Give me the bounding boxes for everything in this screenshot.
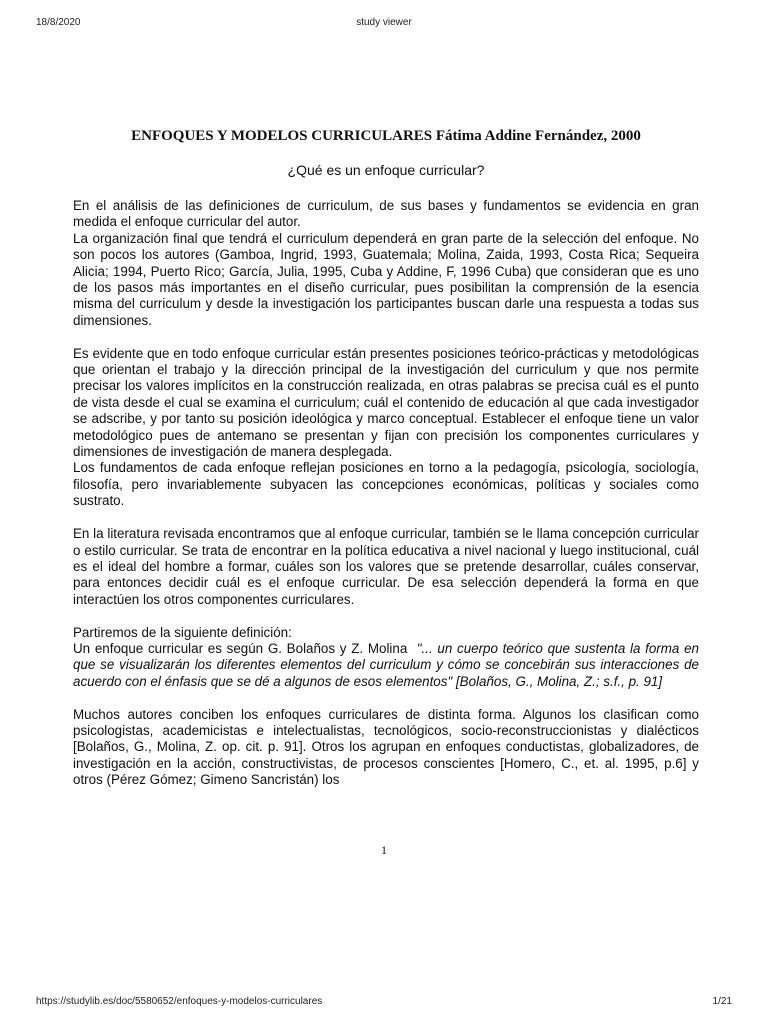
print-footer xyxy=(36,996,732,1010)
document-title: ENFOQUES Y MODELOS CURRICULARES Fátima Addine Fernández, 2000 xyxy=(131,128,641,144)
paragraph: En el análisis de las definiciones de curriculum, de sus bases y fundamentos se evidencia en gran medida el enfoque curricular del autor. xyxy=(73,198,699,230)
paragraph-gap xyxy=(73,329,699,345)
paragraph: Los fundamentos de cada enfoque reflejan posiciones en torno a la pedagogía, psicología, sociología, filosofía, pero invariablemente subyacen las concepciones económicas, políticas y sociales como sustrato. xyxy=(73,460,699,509)
definition-paragraph xyxy=(73,641,699,690)
print-header xyxy=(36,17,732,31)
paragraph: Partiremos de la siguiente definición: xyxy=(73,624,292,640)
paragraph: Muchos autores conciben los enfoques curriculares de distinta forma. Algunos los clasifican como psicologistas, academicistas e intelectualistas, tecnológicos, socio-reconstruccionistas y dialécticos [Bolaños, G., Molina, Z. op. cit. p. 91]. Otros los agrupan en enfoques conductistas, globalizadores, de investigación en la acción, constructivistas, de procesos conscientes [Homero, C., et. al. 1995, p.6] y otros (Pérez Gómez; Gimeno Sancristán) los xyxy=(73,706,699,788)
page-count: 1/21 xyxy=(712,996,732,1007)
paragraph: Es evidente que en todo enfoque curricular están presentes posiciones teórico-prácticas y metodológicas que orientan el trabajo y la dirección principal de la investigación del curriculum y que nos permite precisar los valores implícitos en la construcción realizada, en otras palabras se precisa cuál es el punto de vista desde el cual se examina el curriculum; cuál el contenido de educación al que cada investigador se adscribe, y por tanto su posición ideológica y marco conceptual. Establecer el enfoque tiene un valor metodológico pues de antemano se presentan y fijan con precisión los componentes curriculares y dimensiones de investigación de manera desplegada. xyxy=(73,345,699,460)
print-date: 18/8/2020 xyxy=(36,17,81,28)
paragraph-gap xyxy=(73,608,699,624)
print-header-title: study viewer xyxy=(356,17,412,28)
section-heading: ¿Qué es un enfoque curricular? xyxy=(287,162,485,178)
document-body xyxy=(73,126,699,789)
paragraph-gap xyxy=(73,690,699,706)
definition-intro: Un enfoque curricular es según G. Bolaños y Z. Molina xyxy=(73,640,408,656)
paragraph: La organización final que tendrá el curriculum dependerá en gran parte de la selección del enfoque. No son pocos los autores (Gamboa, Ingrid, 1993, Guatemala; Molina, Zaida, 1993, Costa Rica; Sequeira Alicia; 1994, Puerto Rico; García, Julia, 1995, Cuba y Addine, F, 1996 Cuba) que consideran que es uno de los pasos más importantes en el diseño curricular, pues posibilitan la comprensión de la esencia misma del curriculum y desde la investigación los participantes buscan darle una respuesta a todas sus dimensiones. xyxy=(73,230,699,328)
paragraph: En la literatura revisada encontramos que al enfoque curricular, también se le llama concepción curricular o estilo curricular. Se trata de encontrar en la política educativa a nivel nacional y luego institucional, cuál es el ideal del hombre a formar, cuáles son los valores que se pretende desarrollar, cuáles conservar, para entonces decidir cuál es el enfoque curricular. De esa selección dependerá la forma en que interactúen los otros componentes curriculares. xyxy=(73,526,699,607)
page-number: 1 xyxy=(381,843,387,857)
paragraph-gap xyxy=(73,510,699,526)
source-url: https://studylib.es/doc/5580652/enfoques-y-modelos-curriculares xyxy=(36,996,323,1007)
definition-quote: "... un cuerpo teórico que sustenta la forma en que se visualizarán los diferentes elementos del curriculum y cómo se concebirán sus interacciones de acuerdo con el énfasis que se dé a algunos de esos elementos" [Bolaños, G., Molina, Z.; s.f., p. 91] xyxy=(73,640,699,689)
